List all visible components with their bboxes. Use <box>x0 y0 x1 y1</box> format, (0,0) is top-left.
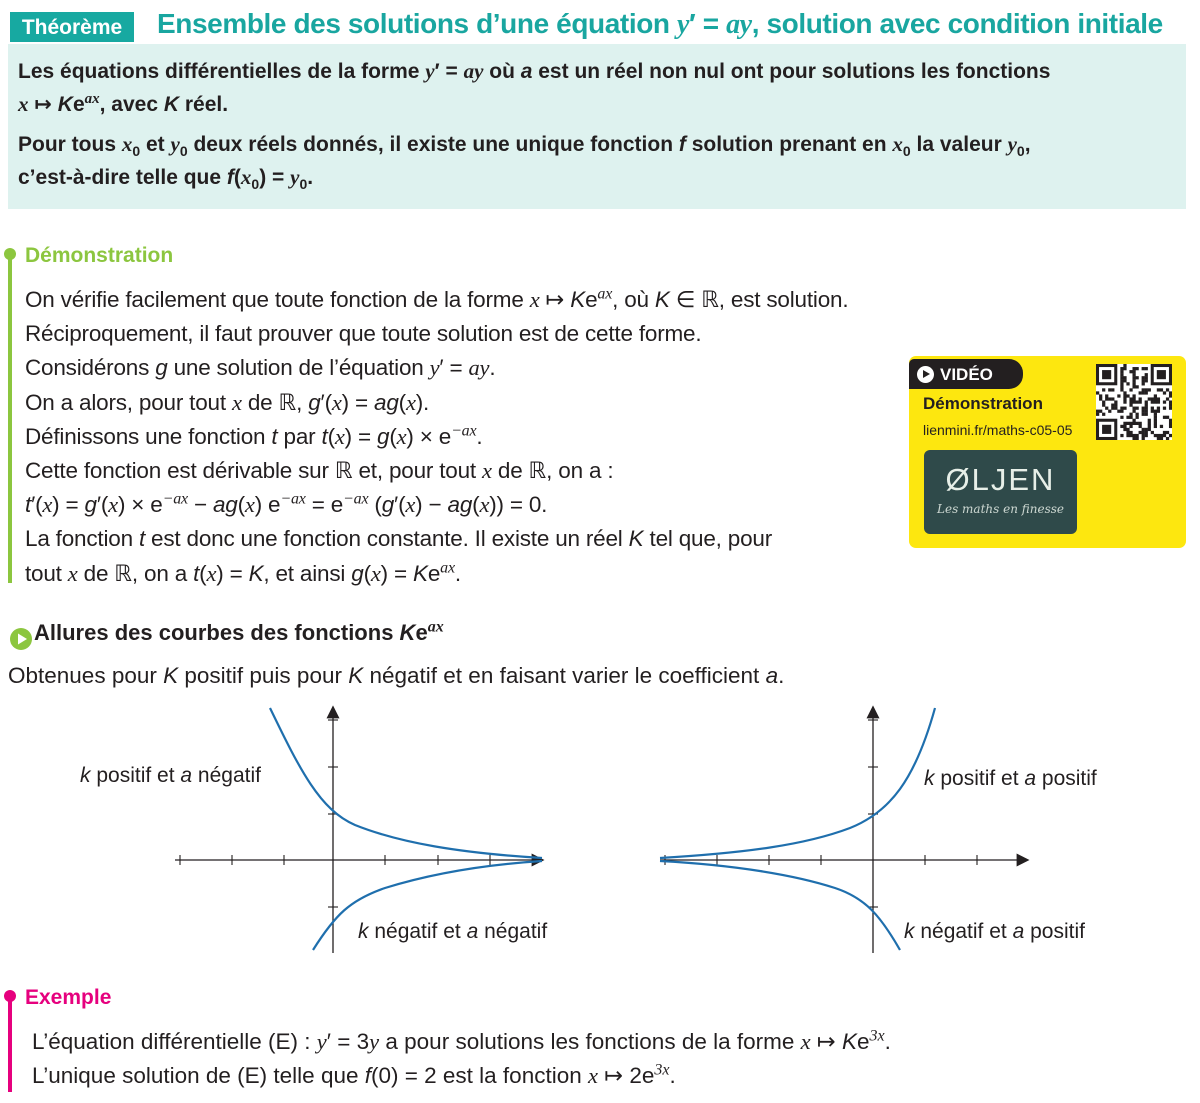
video-tag-label: VIDÉO <box>940 365 993 384</box>
demo-line-4: On a alors, pour tout x de ℝ, g′(x) = ag(x). <box>25 389 430 415</box>
curve-k-positive-a-negative <box>270 708 542 858</box>
demo-line-8: La fonction t est donc une fonction constante. Il existe un réel K tel que, pour <box>25 526 773 552</box>
demo-line-1: On vérifie facilement que toute fonction de la forme x ↦ $Ke^{ax}$, où K ∈ ℝ, est solution. <box>25 285 849 312</box>
qr-code-icon[interactable] <box>1096 364 1172 440</box>
theorem-paragraph-2 <box>18 128 1183 194</box>
video-tag <box>909 359 1023 389</box>
label-k-positive-a-negative: k positif et a négatif <box>80 764 261 787</box>
example-line-2: L’unique solution de (E) telle que f(0) = 2 est la fonction x ↦ $2e^{3x}$. <box>32 1061 676 1088</box>
oljen-logo[interactable] <box>924 450 1077 534</box>
theorem-para1-line1: Les équations différentielles de la forme y′ = ay où a est un réel non nul ont pour solutions les fonctions <box>18 59 1051 83</box>
example-line-1: L’équation différentielle (E) : y′ = 3y a pour solutions les fonctions de la forme x ↦ $Ke^{3x}$. <box>32 1027 891 1054</box>
label-k-negative-a-positive: k négatif et a positif <box>904 920 1085 943</box>
demo-line-7: $t'(x) = g'(x) \times e^{-ax} - ag(x) e^{-ax} = e^{-ax}$ (g′(x) − ag(x)) = 0. <box>25 490 548 518</box>
theorem-box <box>8 44 1186 209</box>
example-side-bar <box>8 1000 12 1092</box>
demo-line-9: tout x de ℝ, on a t(x) = K, et ainsi $g(x) = Ke^{ax}$. <box>25 559 461 586</box>
allures-subtitle: Obtenues pour K positif puis pour K négatif et en faisant varier le coefficient a. <box>8 663 785 688</box>
curve-k-positive-a-positive <box>660 708 935 858</box>
allures-title: Allures des courbes des fonctions $Ke^{ax}$ <box>34 618 444 645</box>
oljen-logo-tagline: Les maths en finesse <box>937 502 1064 516</box>
curve-k-negative-a-positive <box>660 861 900 950</box>
video-link[interactable]: lienmini.fr/maths-c05-05 <box>923 422 1073 438</box>
demo-line-5: Définissons une fonction t par $t(x) = g(x) \times e^{-ax}$. <box>25 422 483 449</box>
label-k-negative-a-negative: k négatif et a négatif <box>358 920 548 943</box>
theorem-badge: Théorème <box>10 12 134 42</box>
oljen-logo-text: ØLJEN <box>945 462 1056 497</box>
label-k-positive-a-positive: k positif et a positif <box>924 767 1097 790</box>
theorem-para1-line2: x ↦ $Ke^{ax}$, avec K réel. <box>18 91 229 116</box>
demo-body <box>25 283 905 591</box>
play-circle-icon <box>9 627 33 651</box>
theorem-para2-line1: Pour tous $x_0$ et $y_0$ deux réels donnés, il existe une unique fonction f solution prenant en $x_0$ la valeur $y_0$, <box>18 132 1031 160</box>
demo-side-bar <box>8 258 12 583</box>
demo-title: Démonstration <box>25 244 174 267</box>
demo-line-2: Réciproquement, il faut prouver que toute solution est de cette forme. <box>25 321 702 347</box>
play-icon <box>917 366 934 383</box>
axis-ticks <box>665 720 977 907</box>
theorem-paragraph-1 <box>18 55 1183 121</box>
theorem-title: Ensemble des solutions d’une équation y′ = ay, solution avec condition initiale <box>157 8 1163 40</box>
demo-line-6: Cette fonction est dérivable sur ℝ et, pour tout x de ℝ, on a : <box>25 458 614 484</box>
demo-line-3: Considérons g une solution de l’équation y′ = ay. <box>25 355 496 381</box>
video-card[interactable] <box>909 356 1186 548</box>
example-title: Exemple <box>25 986 112 1009</box>
video-subtitle: Démonstration <box>923 394 1043 413</box>
example-body <box>32 1025 1182 1093</box>
theorem-para2-line2: c’est-à-dire telle que $f(x_0) = y_0$. <box>18 165 314 193</box>
theorem-header <box>0 0 1200 44</box>
